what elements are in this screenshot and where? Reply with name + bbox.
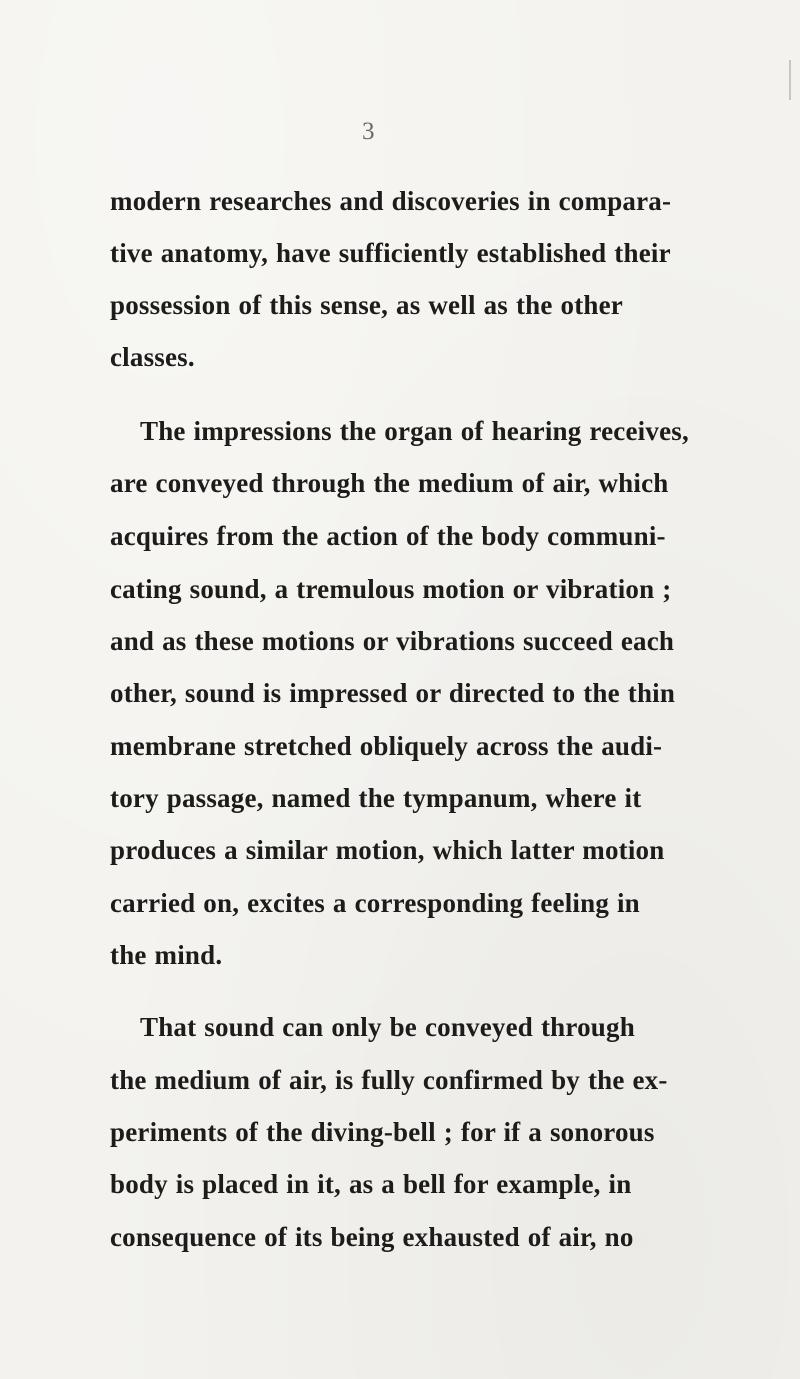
text-line: acquires from the action of the body communi- bbox=[110, 521, 666, 551]
page-number: 3 bbox=[362, 118, 375, 145]
text-line: body is placed in it, as a bell for example, in bbox=[110, 1169, 632, 1199]
text-line: carried on, excites a corresponding feeling in bbox=[110, 888, 640, 918]
text-line: produces a similar motion, which latter motion bbox=[110, 835, 665, 865]
text-line: consequence of its being exhausted of air, no bbox=[110, 1222, 634, 1252]
text-line: the mind. bbox=[110, 940, 223, 970]
text-line: membrane stretched obliquely across the audi- bbox=[110, 731, 663, 761]
text-line: periments of the diving-bell ; for if a sonorous bbox=[110, 1117, 655, 1147]
text-line: The impressions the organ of hearing receives, bbox=[140, 416, 689, 446]
text-line: possession of this sense, as well as the other bbox=[110, 290, 623, 320]
text-line: tory passage, named the tympanum, where it bbox=[110, 783, 642, 813]
text-line: are conveyed through the medium of air, which bbox=[110, 468, 669, 498]
text-line: and as these motions or vibrations succeed each bbox=[110, 626, 675, 656]
text-line: cating sound, a tremulous motion or vibration ; bbox=[110, 574, 672, 604]
text-line: That sound can only be conveyed through bbox=[140, 1012, 635, 1042]
text-line: classes. bbox=[110, 342, 195, 372]
text-line: tive anatomy, have sufficiently established their bbox=[110, 238, 671, 268]
text-line: the medium of air, is fully confirmed by the ex- bbox=[110, 1065, 668, 1095]
text-line: modern researches and discoveries in compara- bbox=[110, 186, 672, 216]
page-edge-mark bbox=[789, 60, 791, 100]
text-line: other, sound is impressed or directed to the thin bbox=[110, 678, 676, 708]
